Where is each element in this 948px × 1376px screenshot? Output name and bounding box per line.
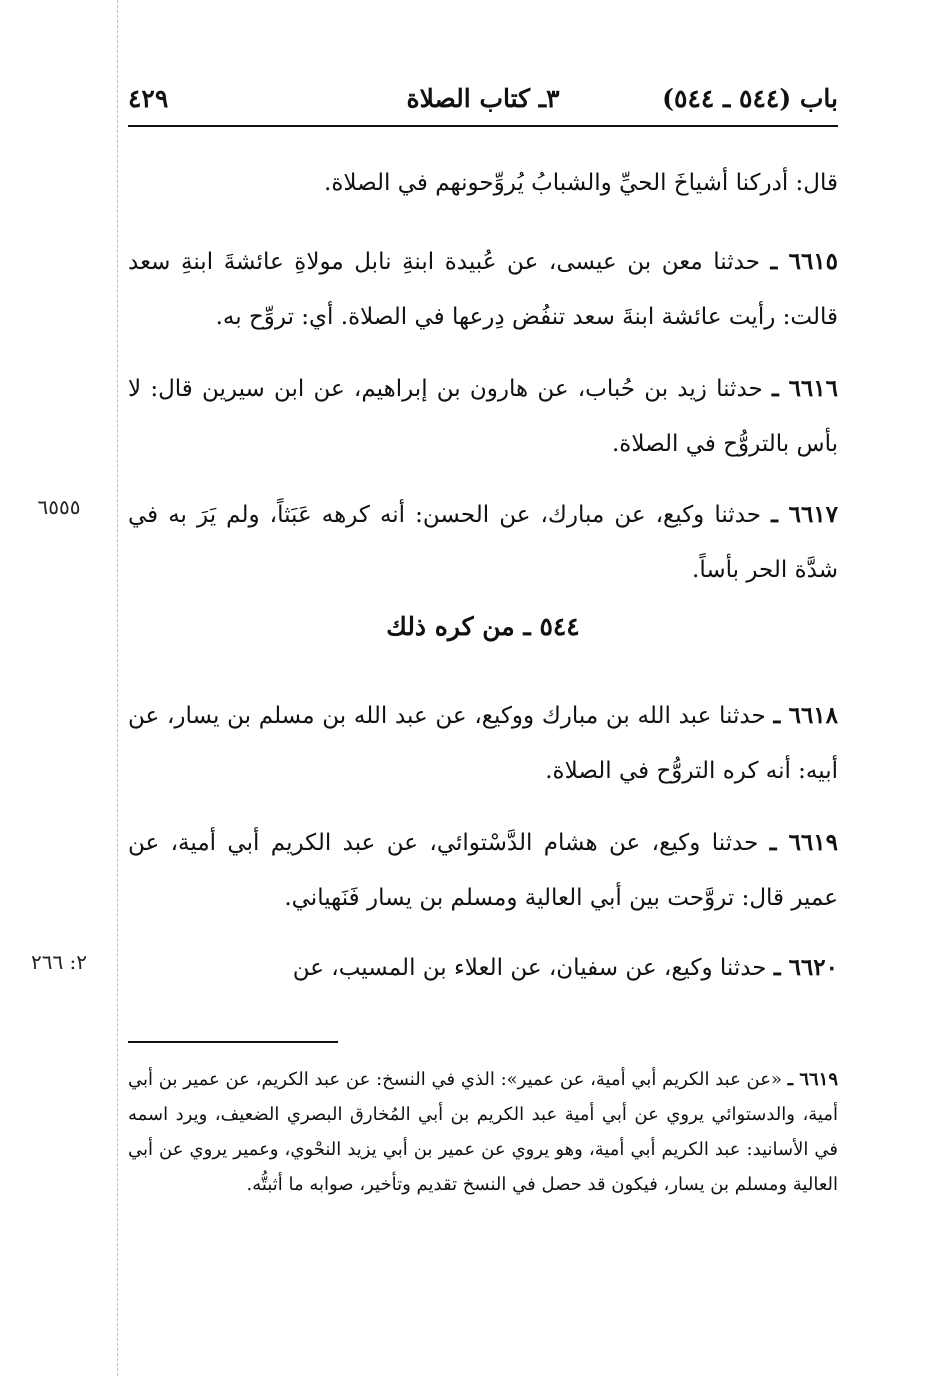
hadith-text: حدثنا زيد بن حُباب، عن هارون بن إبراهيم، عن ابن سيرين قال: لا بأس بالتروُّح في الصلاة. [128,376,838,457]
footnote-number: ٦٦١٩ ـ [787,1069,838,1090]
page-header [128,84,838,120]
page-number: ٤٢٩ [128,84,169,113]
margin-volume-page-reference: ٢: ٢٦٦ [30,950,88,974]
hadith-6620 [128,940,838,996]
section-title: ٥٤٤ ـ من كره ذلك [386,612,580,641]
hadith-number: ٦٦١٩ ـ [769,829,838,856]
hadith-6616 [128,361,838,472]
footnote-rule [128,1041,338,1043]
book-page [30,0,839,1376]
hadith-number: ٦٦١٥ ـ [770,248,839,275]
hadith-text: حدثنا وكيع، عن مبارك، عن الحسن: أنه كرهه عَبَثاً، ولم يَرَ به في شدَّة الحر بأساً. [128,502,838,583]
hadith-number: ٦٦٢٠ ـ [773,954,838,981]
hadith-6618 [128,688,838,799]
footnote [128,1062,838,1202]
hadith-text: حدثنا معن بن عيسى، عن عُبيدة ابنةِ نابل مولاةِ عائشةَ ابنةِ سعد قالت: رأيت عائشة ابنةَ سعد تنفُض دِرعها في الصلاة. أي: تروِّح به. [128,249,838,330]
hadith-number: ٦٦١٨ ـ [773,702,839,729]
hadith-number: ٦٦١٦ ـ [771,375,838,402]
margin-cross-reference: ٦٥٥٥ [37,495,81,519]
chapter-heading: باب (٥٤٤ ـ ٥٤٤) [662,84,838,113]
hadith-6615 [128,234,838,345]
page-edge-line [117,0,118,1376]
hadith-number: ٦٦١٧ ـ [771,501,839,528]
hadith-text: حدثنا وكيع، عن سفيان، عن العلاء بن المسيب، عن [292,955,767,981]
hadith-text: حدثنا وكيع، عن هشام الدَّسْتوائي، عن عبد الكريم أبي أمية، عن عمير قال: تروَّحت بين أبي العالية ومسلم بن يسار فَنَهياني. [128,830,838,911]
hadith-text: قال: أدركنا أشياخَ الحيِّ والشبابُ يُروِّحونهم في الصلاة. [324,170,838,196]
hadith-continuation [128,156,838,211]
hadith-6617 [128,487,838,598]
hadith-6619 [128,815,838,926]
book-title: ٣ـ كتاب الصلاة [406,84,560,113]
header-rule [128,125,838,127]
footnote-text: «عن عبد الكريم أبي أمية، عن عمير»: الذي في النسخ: عن عبد الكريم، عن عمير بن أبي أمية، والدستوائي يروي عن أبي أمية عبد الكريم بن أبي المُخارق البصري الضعيف، ويرد اسمه في الأسانيد: عبد الكريم أبي أمية، وهو يروي عن عمير بن أبي يزيد النحْوي، وعمير يروي عن أبي العالية ومسلم بن يسار، فيكون قد حصل في النسخ تقديم وتأخير، صوابه ما أثبتُّه. [128,1069,838,1195]
hadith-text: حدثنا عبد الله بن مبارك ووكيع، عن عبد الله بن مسلم بن يسار، عن أبيه: أنه كره التروُّح في الصلاة. [128,703,838,784]
